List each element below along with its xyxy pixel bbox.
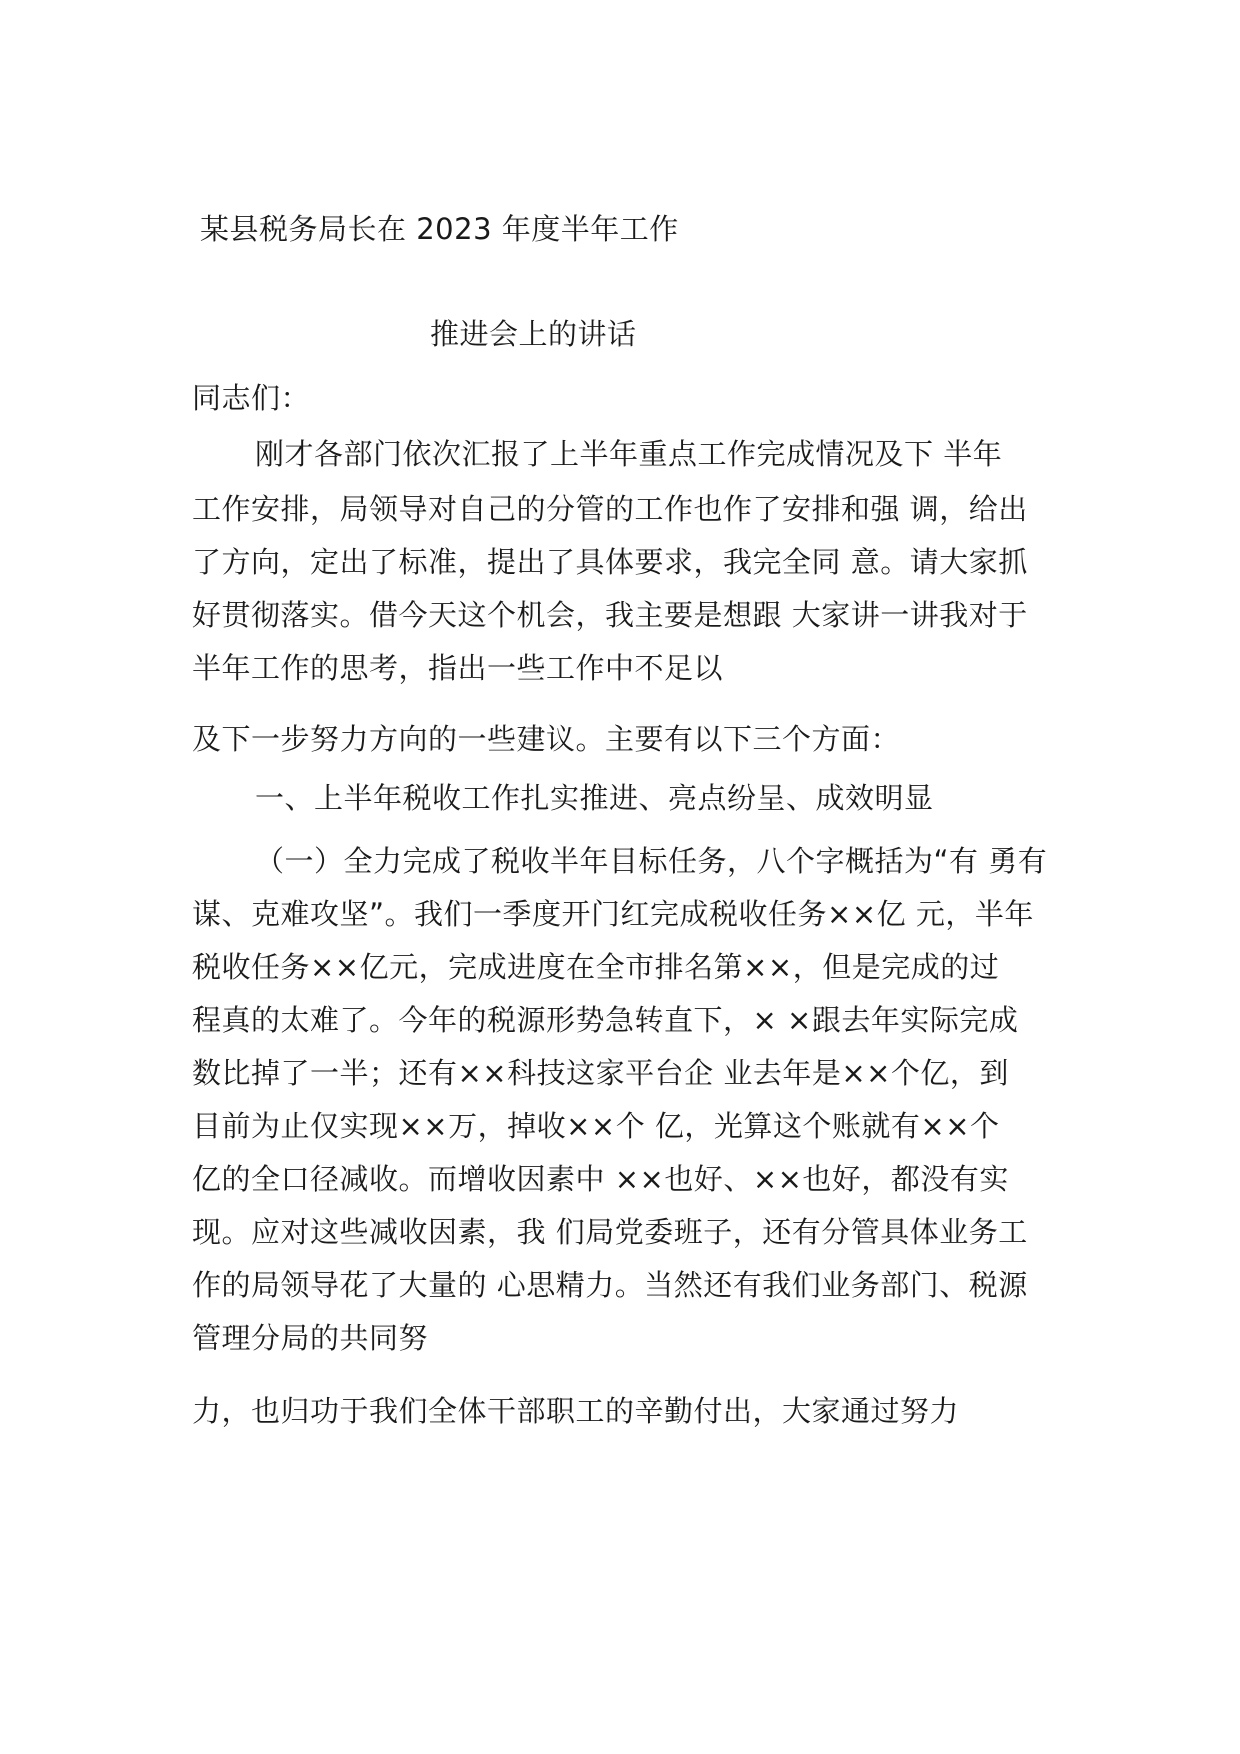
paragraph-line: 税收任务××亿元，完成进度在全市排名第××，但是完成的过: [192, 950, 1000, 984]
paragraph-line: 了方向，定出了标准，提出了具体要求，我完全同 意。请大家抓: [192, 545, 1028, 579]
paragraph-line: 力，也归功于我们全体干部职工的辛勤付出，大家通过努力: [192, 1394, 960, 1428]
paragraph-line: 及下一步努力方向的一些建议。主要有以下三个方面：: [192, 722, 901, 756]
paragraph-line: 工作安排，局领导对自己的分管的工作也作了安排和强 调，给出: [192, 492, 1028, 526]
paragraph-line: 半年工作的思考，指出一些工作中不足以: [192, 651, 724, 685]
title-line-1: 某县税务局长在 2023 年度半年工作: [200, 212, 679, 246]
paragraph-line: 作的局领导花了大量的 心思精力。当然还有我们业务部门、税源: [192, 1268, 1028, 1302]
title-line-2: 推进会上的讲话: [430, 317, 637, 351]
paragraph-line: 亿的全口径减收。而增收因素中 ××也好、××也好，都没有实: [192, 1162, 1009, 1196]
section-heading: 一、上半年税收工作扎实推进、亮点纷呈、成效明显: [255, 781, 934, 815]
paragraph-line: 目前为止仅实现××万，掉收××个 亿，光算这个账就有××个: [192, 1109, 1000, 1143]
paragraph-line: 现。应对这些减收因素，我 们局党委班子，还有分管具体业务工: [192, 1215, 1028, 1249]
paragraph-line: 管理分局的共同努: [192, 1321, 429, 1355]
paragraph-line: （一）全力完成了税收半年目标任务，八个字概括为“有 勇有: [255, 844, 1048, 878]
paragraph-line: 好贯彻落实。借今天这个机会，我主要是想跟 大家讲一讲我对于: [192, 598, 1028, 632]
paragraph-line: 刚才各部门依次汇报了上半年重点工作完成情况及下 半年: [255, 437, 1003, 471]
paragraph-line: 数比掉了一半；还有××科技这家平台企 业去年是××个亿，到: [192, 1056, 1009, 1090]
salutation: 同志们：: [192, 381, 311, 415]
paragraph-line: 程真的太难了。今年的税源形势急转直下，× ×跟去年实际完成: [192, 1003, 1019, 1037]
paragraph-line: 谋、克难攻坚”。我们一季度开门红完成税收任务××亿 元，半年: [192, 897, 1034, 931]
